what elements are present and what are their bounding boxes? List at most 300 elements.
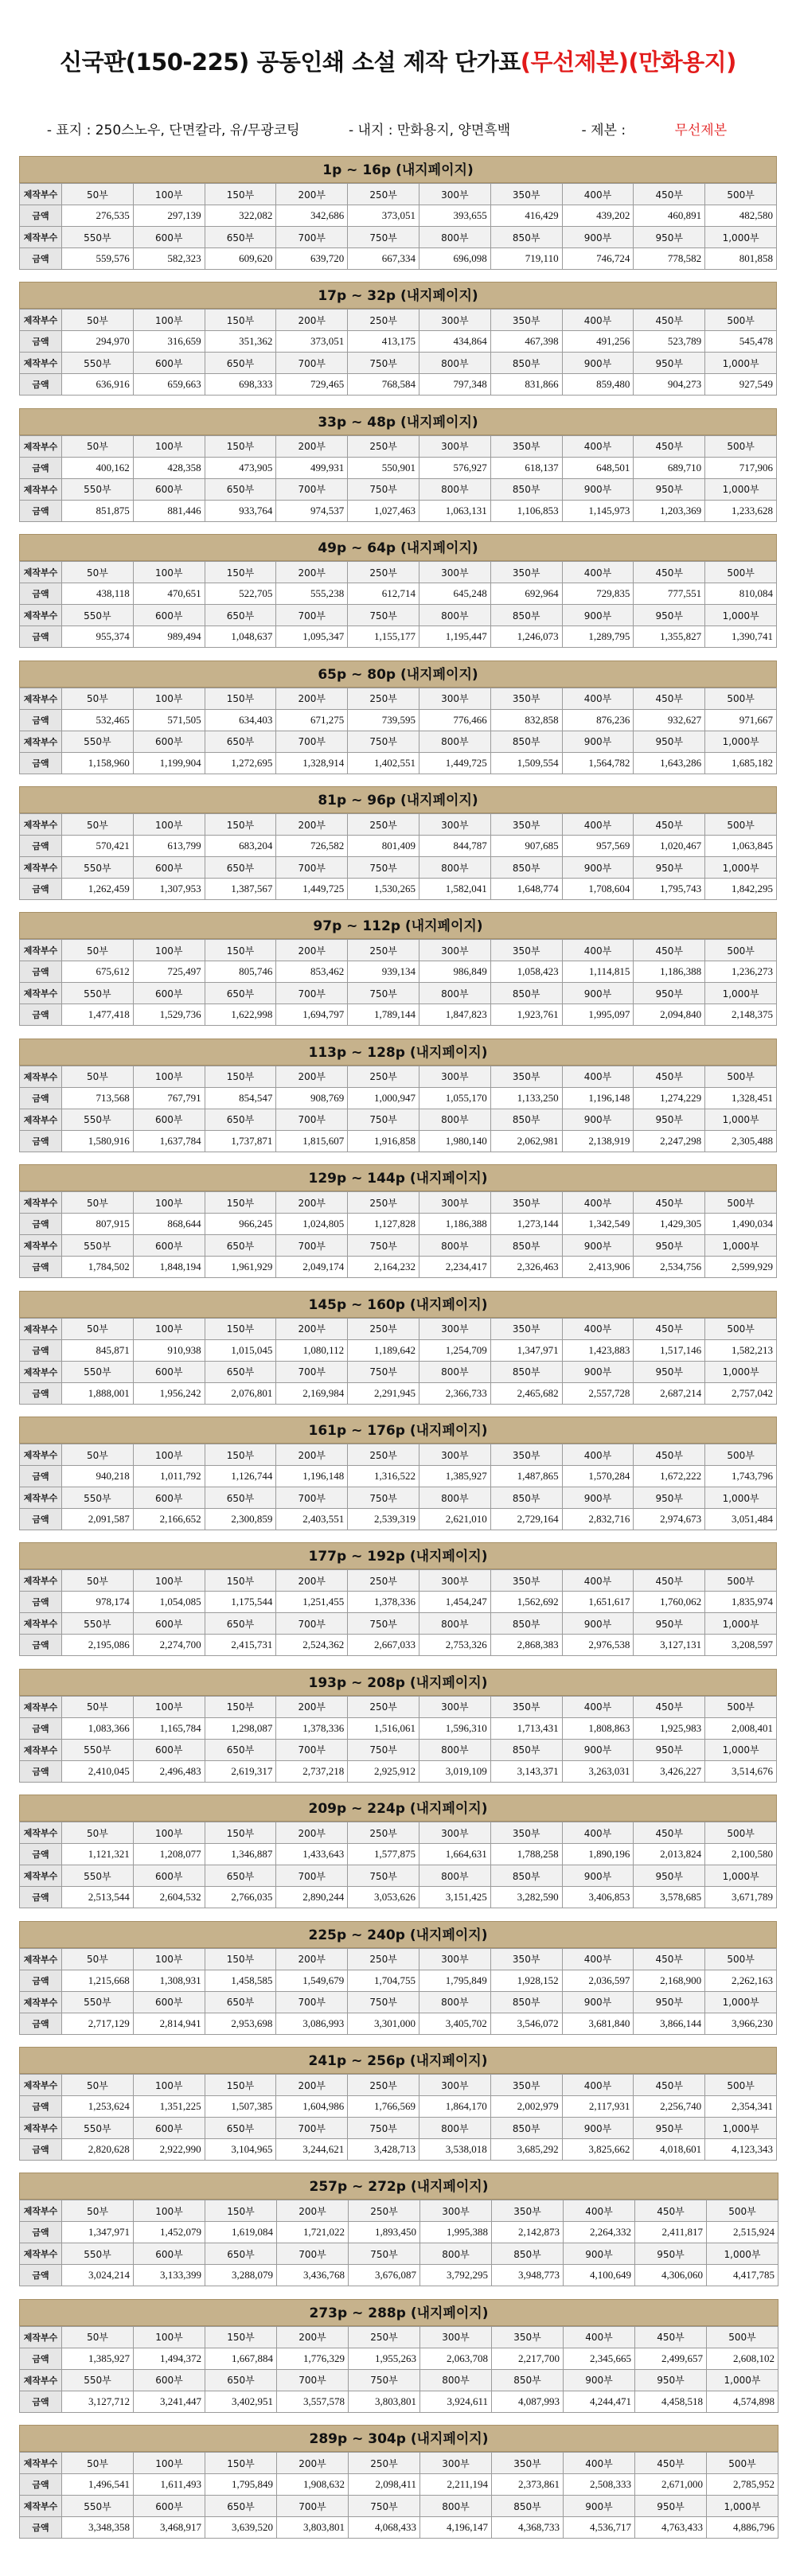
qty-cell: 650부 (205, 1235, 276, 1257)
price-cell: 689,710 (634, 457, 705, 478)
price-cell: 612,714 (348, 583, 419, 605)
price-cell: 1,980,140 (419, 1130, 490, 1152)
qty-cell: 950부 (634, 983, 705, 1004)
price-cell: 1,784,502 (62, 1257, 134, 1278)
row-label: 제작부수 (20, 1192, 62, 1214)
price-cell: 1,530,265 (348, 879, 419, 900)
qty-cell: 300부 (419, 1822, 490, 1844)
qty-cell: 900부 (562, 983, 634, 1004)
price-cell: 1,458,585 (205, 1970, 276, 1991)
price-cell: 1,378,336 (348, 1592, 419, 1613)
qty-cell: 600부 (133, 353, 205, 374)
qty-cell: 550부 (62, 983, 134, 1004)
qty-cell: 950부 (634, 1361, 705, 1382)
price-cell: 1,390,741 (705, 626, 777, 648)
qty-cell: 800부 (419, 1487, 490, 1509)
row-label: 금액 (20, 2139, 62, 2161)
price-cell: 3,406,853 (562, 1887, 634, 1908)
price-cell: 2,168,900 (634, 1970, 705, 1991)
qty-cell: 800부 (419, 731, 490, 752)
section-page-range: 241p ~ 256p (내지페이지) (19, 2047, 777, 2074)
price-cell: 2,667,033 (348, 1635, 419, 1656)
price-cell: 2,717,129 (62, 2013, 134, 2034)
price-cell: 1,766,569 (348, 2096, 419, 2118)
qty-cell: 600부 (133, 1739, 205, 1760)
price-cell: 2,300,859 (205, 1509, 276, 1530)
price-cell: 713,568 (62, 1087, 134, 1109)
qty-cell: 50부 (62, 184, 134, 205)
price-cell: 1,133,250 (490, 1087, 562, 1109)
qty-cell: 750부 (348, 353, 419, 374)
price-cell: 1,848,194 (133, 1257, 205, 1278)
price-cell: 853,462 (276, 961, 348, 983)
price-cell: 2,465,682 (490, 1382, 562, 1404)
price-section (19, 912, 777, 1026)
qty-cell: 200부 (277, 2200, 349, 2222)
qty-cell: 950부 (634, 353, 705, 374)
qty-cell: 600부 (134, 2243, 205, 2265)
qty-cell: 150부 (205, 1570, 276, 1592)
table-row (20, 1844, 777, 1865)
price-cell: 1,664,631 (419, 1844, 490, 1865)
price-section (19, 408, 777, 522)
table-row (20, 1739, 777, 1760)
qty-cell: 100부 (133, 435, 205, 457)
qty-cell: 400부 (562, 1066, 634, 1087)
row-label: 제작부수 (20, 1109, 62, 1130)
price-cell: 851,875 (62, 500, 134, 521)
qty-cell: 850부 (490, 1865, 562, 1887)
price-cell: 2,557,728 (562, 1382, 634, 1404)
title-main: 신국판(150-225) 공동인쇄 소설 제작 단가표 (60, 49, 521, 76)
qty-cell: 700부 (277, 2243, 349, 2265)
price-cell: 2,513,544 (62, 1887, 134, 1908)
row-label: 금액 (20, 1592, 62, 1613)
price-cell: 473,905 (205, 457, 276, 478)
price-cell: 2,499,657 (635, 2348, 707, 2369)
table-row (20, 2075, 777, 2096)
qty-cell: 400부 (562, 562, 634, 583)
price-cell: 1,402,551 (348, 752, 419, 774)
price-cell: 2,671,000 (635, 2474, 707, 2496)
qty-cell: 500부 (707, 2200, 778, 2222)
price-cell: 971,667 (705, 709, 777, 731)
table-row (20, 2265, 778, 2286)
qty-cell: 700부 (276, 857, 348, 879)
qty-cell: 550부 (62, 2496, 134, 2517)
qty-cell: 600부 (133, 478, 205, 500)
row-label: 금액 (20, 2096, 62, 2118)
qty-cell: 300부 (419, 1318, 490, 1339)
row-label: 제작부수 (20, 731, 62, 752)
qty-cell: 700부 (276, 353, 348, 374)
qty-cell: 900부 (562, 227, 634, 248)
price-cell: 2,366,733 (419, 1382, 490, 1404)
qty-cell: 750부 (348, 605, 419, 626)
price-cell: 460,891 (634, 205, 705, 227)
row-label: 금액 (20, 1635, 62, 1656)
qty-cell: 50부 (62, 1948, 134, 1970)
price-cell: 696,098 (419, 248, 490, 270)
price-cell: 3,208,597 (705, 1635, 777, 1656)
table-row (20, 814, 777, 836)
price-cell: 1,704,755 (348, 1970, 419, 1991)
row-label: 금액 (20, 2474, 62, 2496)
qty-cell: 50부 (62, 2453, 134, 2474)
price-cell: 1,000,947 (348, 1087, 419, 1109)
qty-cell: 650부 (205, 857, 276, 879)
price-cell: 3,024,214 (62, 2265, 134, 2286)
price-cell: 3,825,662 (562, 2139, 634, 2161)
qty-cell: 400부 (564, 2200, 635, 2222)
price-cell: 2,049,174 (276, 1257, 348, 1278)
spec-inner: - 내지 : 만화용지, 양면흑백 (349, 123, 511, 138)
price-table (19, 2326, 778, 2413)
qty-cell: 850부 (490, 2118, 562, 2139)
qty-cell: 650부 (205, 2369, 277, 2391)
qty-cell: 200부 (276, 310, 348, 331)
price-cell: 1,890,196 (562, 1844, 634, 1865)
qty-cell: 750부 (348, 1361, 419, 1382)
price-cell: 1,378,336 (276, 1717, 348, 1739)
qty-cell: 450부 (634, 1696, 705, 1717)
row-label: 제작부수 (20, 1235, 62, 1257)
qty-cell: 850부 (490, 478, 562, 500)
qty-cell: 100부 (133, 1318, 205, 1339)
price-cell: 2,148,375 (705, 1004, 777, 1026)
title-paper: (만화용지) (628, 49, 736, 76)
page-title (0, 45, 796, 77)
price-cell: 2,890,244 (276, 1887, 348, 1908)
price-cell: 2,599,929 (705, 1257, 777, 1278)
qty-cell: 850부 (490, 605, 562, 626)
table-row (20, 2222, 778, 2243)
qty-cell: 950부 (634, 1739, 705, 1760)
qty-cell: 700부 (276, 1739, 348, 1760)
section-page-range: 161p ~ 176p (내지페이지) (19, 1417, 777, 1444)
price-cell: 3,866,144 (634, 2013, 705, 2034)
price-cell: 957,569 (562, 836, 634, 857)
qty-cell: 650부 (205, 353, 276, 374)
qty-cell: 650부 (205, 1865, 276, 1887)
price-cell: 2,814,941 (133, 2013, 205, 2034)
price-cell: 1,925,983 (634, 1717, 705, 1739)
price-cell: 1,667,884 (205, 2348, 277, 2369)
qty-cell: 950부 (634, 1235, 705, 1257)
price-cell: 778,582 (634, 248, 705, 270)
row-label: 제작부수 (20, 1991, 62, 2013)
qty-cell: 700부 (276, 983, 348, 1004)
price-section (19, 786, 777, 900)
price-table (19, 435, 777, 522)
row-label: 금액 (20, 248, 62, 270)
row-label: 금액 (20, 457, 62, 478)
price-table (19, 813, 777, 900)
price-cell: 2,036,597 (562, 1970, 634, 1991)
price-cell: 545,478 (705, 331, 777, 353)
price-cell: 1,289,795 (562, 626, 634, 648)
price-cell: 1,788,258 (490, 1844, 562, 1865)
price-cell: 1,509,554 (490, 752, 562, 774)
table-row (20, 1257, 777, 1278)
table-row (20, 1235, 777, 1257)
table-row (20, 435, 777, 457)
qty-cell: 900부 (564, 2496, 635, 2517)
table-row (20, 1822, 777, 1844)
price-cell: 2,062,981 (490, 1130, 562, 1152)
qty-cell: 650부 (205, 2118, 276, 2139)
row-label: 제작부수 (20, 1739, 62, 1760)
price-cell: 3,538,018 (419, 2139, 490, 2161)
qty-cell: 200부 (276, 1822, 348, 1844)
qty-cell: 800부 (419, 1109, 490, 1130)
qty-cell: 550부 (62, 2369, 134, 2391)
qty-cell: 1,000부 (705, 353, 777, 374)
table-row (20, 1991, 777, 2013)
price-cell: 4,196,147 (420, 2517, 492, 2539)
qty-cell: 250부 (348, 1318, 419, 1339)
price-cell: 3,288,079 (205, 2265, 277, 2286)
price-cell: 416,429 (490, 205, 562, 227)
price-cell: 831,866 (490, 374, 562, 396)
row-label: 금액 (20, 205, 62, 227)
qty-cell: 200부 (276, 1444, 348, 1466)
qty-cell: 650부 (205, 1361, 276, 1382)
row-label: 제작부수 (20, 478, 62, 500)
price-cell: 1,580,916 (62, 1130, 134, 1152)
qty-cell: 900부 (562, 1865, 634, 1887)
qty-cell: 700부 (276, 478, 348, 500)
qty-cell: 750부 (348, 1991, 419, 2013)
qty-cell: 400부 (564, 2453, 635, 2474)
price-cell: 1,577,875 (348, 1844, 419, 1865)
table-row (20, 1970, 777, 1991)
qty-cell: 300부 (420, 2453, 492, 2474)
qty-cell: 600부 (133, 2118, 205, 2139)
price-cell: 2,729,164 (490, 1509, 562, 1530)
price-table (19, 2200, 778, 2286)
price-cell: 1,015,045 (205, 1339, 276, 1361)
table-row (20, 248, 777, 270)
price-cell: 294,970 (62, 331, 134, 353)
qty-cell: 600부 (133, 857, 205, 879)
table-row (20, 626, 777, 648)
qty-cell: 300부 (419, 1192, 490, 1214)
section-page-range: 129p ~ 144p (내지페이지) (19, 1164, 777, 1191)
qty-cell: 600부 (134, 2369, 205, 2391)
qty-cell: 150부 (205, 1948, 276, 1970)
price-cell: 342,686 (276, 205, 348, 227)
row-label: 제작부수 (20, 2496, 62, 2517)
price-cell: 413,175 (348, 331, 419, 353)
price-cell: 2,757,042 (705, 1382, 777, 1404)
qty-cell: 850부 (490, 1487, 562, 1509)
price-cell: 3,468,917 (134, 2517, 205, 2539)
qty-cell: 650부 (205, 1109, 276, 1130)
price-cell: 2,820,628 (62, 2139, 134, 2161)
price-cell: 927,549 (705, 374, 777, 396)
qty-cell: 1,000부 (705, 731, 777, 752)
qty-cell: 150부 (205, 1822, 276, 1844)
qty-cell: 650부 (205, 1739, 276, 1760)
qty-cell: 350부 (490, 1570, 562, 1592)
qty-cell: 200부 (276, 1948, 348, 1970)
qty-cell: 100부 (133, 814, 205, 836)
qty-cell: 300부 (419, 940, 490, 961)
qty-cell: 300부 (420, 2200, 492, 2222)
price-cell: 1,175,544 (205, 1592, 276, 1613)
price-cell: 1,186,388 (419, 1214, 490, 1235)
qty-cell: 150부 (205, 435, 276, 457)
qty-cell: 500부 (705, 688, 777, 709)
qty-cell: 250부 (348, 1570, 419, 1592)
price-cell: 4,368,733 (492, 2517, 564, 2539)
qty-cell: 50부 (62, 940, 134, 961)
price-cell: 4,536,717 (564, 2517, 635, 2539)
qty-cell: 500부 (705, 940, 777, 961)
price-cell: 1,253,624 (62, 2096, 134, 2118)
qty-cell: 900부 (562, 1739, 634, 1760)
section-page-range: 193p ~ 208p (내지페이지) (19, 1669, 777, 1696)
table-row (20, 1109, 777, 1130)
table-row (20, 227, 777, 248)
price-cell: 636,916 (62, 374, 134, 396)
price-cell: 4,763,433 (635, 2517, 707, 2539)
price-cell: 1,196,148 (276, 1466, 348, 1487)
qty-cell: 550부 (62, 857, 134, 879)
qty-cell: 850부 (490, 1235, 562, 1257)
price-cell: 1,672,222 (634, 1466, 705, 1487)
table-row (20, 1592, 777, 1613)
qty-cell: 50부 (62, 1696, 134, 1717)
qty-cell: 200부 (276, 1696, 348, 1717)
qty-cell: 1,000부 (705, 1235, 777, 1257)
qty-cell: 100부 (134, 2200, 205, 2222)
qty-cell: 1,000부 (707, 2369, 778, 2391)
price-cell: 776,466 (419, 709, 490, 731)
qty-cell: 950부 (634, 857, 705, 879)
qty-cell: 300부 (419, 562, 490, 583)
qty-cell: 750부 (348, 1613, 419, 1635)
qty-cell: 350부 (492, 2326, 564, 2348)
title-binding: (무선제본) (520, 49, 629, 76)
qty-cell: 800부 (419, 1361, 490, 1382)
qty-cell: 950부 (635, 2243, 707, 2265)
qty-cell: 550부 (62, 2243, 134, 2265)
price-cell: 1,429,305 (634, 1214, 705, 1235)
row-label: 금액 (20, 2013, 62, 2034)
price-cell: 1,955,263 (349, 2348, 420, 2369)
qty-cell: 250부 (348, 310, 419, 331)
price-cell: 1,490,034 (705, 1214, 777, 1235)
qty-cell: 600부 (133, 605, 205, 626)
qty-cell: 1,000부 (705, 1613, 777, 1635)
qty-cell: 450부 (634, 1444, 705, 1466)
qty-cell: 950부 (634, 227, 705, 248)
price-cell: 1,208,077 (133, 1844, 205, 1865)
price-cell: 2,621,010 (419, 1509, 490, 1530)
table-row (20, 836, 777, 857)
row-label: 제작부수 (20, 184, 62, 205)
price-cell: 523,789 (634, 331, 705, 353)
price-cell: 1,121,321 (62, 1844, 134, 1865)
qty-cell: 500부 (705, 1822, 777, 1844)
price-cell: 438,118 (62, 583, 134, 605)
price-table (19, 1318, 777, 1405)
qty-cell: 500부 (707, 2326, 778, 2348)
row-label: 제작부수 (20, 688, 62, 709)
qty-cell: 450부 (634, 1948, 705, 1970)
price-cell: 4,244,471 (564, 2391, 635, 2412)
qty-cell: 250부 (348, 1948, 419, 1970)
price-cell: 1,055,170 (419, 1087, 490, 1109)
price-cell: 1,215,668 (62, 1970, 134, 1991)
table-row (20, 2139, 777, 2161)
price-cell: 1,721,022 (277, 2222, 349, 2243)
price-cell: 1,127,828 (348, 1214, 419, 1235)
price-cell: 1,928,152 (490, 1970, 562, 1991)
qty-cell: 700부 (276, 2118, 348, 2139)
qty-cell: 500부 (705, 1696, 777, 1717)
row-label: 제작부수 (20, 227, 62, 248)
qty-cell: 300부 (419, 1948, 490, 1970)
qty-cell: 550부 (62, 1991, 134, 2013)
price-cell: 322,082 (205, 205, 276, 227)
qty-cell: 250부 (348, 184, 419, 205)
qty-cell: 50부 (62, 2075, 134, 2096)
qty-cell: 650부 (205, 605, 276, 626)
qty-cell: 850부 (490, 1739, 562, 1760)
price-cell: 2,008,401 (705, 1717, 777, 1739)
qty-cell: 750부 (348, 227, 419, 248)
row-label: 금액 (20, 1466, 62, 1487)
section-page-range: 289p ~ 304p (내지페이지) (19, 2425, 778, 2452)
price-cell: 1,186,388 (634, 961, 705, 983)
price-cell: 2,076,801 (205, 1382, 276, 1404)
price-cell: 1,054,085 (133, 1592, 205, 1613)
price-cell: 4,417,785 (707, 2265, 778, 2286)
qty-cell: 100부 (133, 1822, 205, 1844)
price-cell: 1,246,073 (490, 626, 562, 648)
qty-cell: 150부 (205, 688, 276, 709)
price-cell: 659,663 (133, 374, 205, 396)
table-row (20, 1487, 777, 1509)
row-label: 금액 (20, 1970, 62, 1991)
qty-cell: 700부 (276, 1865, 348, 1887)
qty-cell: 50부 (62, 1066, 134, 1087)
table-row (20, 1466, 777, 1487)
table-row (20, 1865, 777, 1887)
price-cell: 2,619,317 (205, 1760, 276, 1782)
qty-cell: 850부 (492, 2369, 564, 2391)
price-cell: 576,927 (419, 457, 490, 478)
qty-cell: 850부 (492, 2243, 564, 2265)
qty-cell: 400부 (562, 688, 634, 709)
price-cell: 932,627 (634, 709, 705, 731)
qty-cell: 400부 (562, 1696, 634, 1717)
row-label: 금액 (20, 500, 62, 521)
price-cell: 4,087,993 (492, 2391, 564, 2412)
row-label: 제작부수 (20, 605, 62, 626)
qty-cell: 500부 (705, 1192, 777, 1214)
price-cell: 555,238 (276, 583, 348, 605)
qty-cell: 900부 (562, 1991, 634, 2013)
qty-cell: 500부 (705, 1570, 777, 1592)
qty-cell: 200부 (277, 2453, 349, 2474)
price-table (19, 2452, 778, 2539)
qty-cell: 400부 (562, 435, 634, 457)
qty-cell: 150부 (205, 2075, 276, 2096)
